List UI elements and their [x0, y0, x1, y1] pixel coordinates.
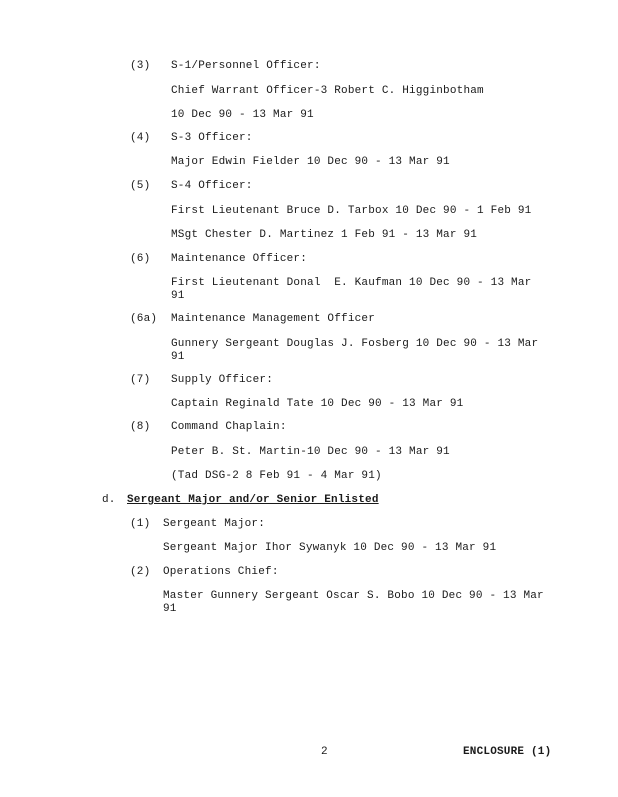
- item-entry: MSgt Chester D. Martinez 1 Feb 91 - 13 Mar 91: [171, 229, 478, 241]
- item-title: Operations Chief:: [163, 566, 279, 578]
- item-number: (7): [130, 374, 151, 386]
- item-number: (5): [130, 180, 151, 192]
- item-entry: Peter B. St. Martin-10 Dec 90 - 13 Mar 91: [171, 446, 450, 458]
- item-entry: Captain Reginald Tate 10 Dec 90 - 13 Mar 91: [171, 398, 464, 410]
- item-entry: Gunnery Sergeant Douglas J. Fosberg 10 Dec 90 - 13 Mar: [171, 338, 539, 350]
- item-number: (3): [130, 60, 151, 72]
- item-title: S-4 Officer:: [171, 180, 253, 192]
- item-entry: First Lieutenant Bruce D. Tarbox 10 Dec 90 - 1 Feb 91: [171, 205, 532, 217]
- item-number: (6): [130, 253, 151, 265]
- item-number: (1): [130, 518, 151, 530]
- item-number: (4): [130, 132, 151, 144]
- item-title: Supply Officer:: [171, 374, 274, 386]
- section-letter: d.: [102, 494, 116, 506]
- item-number: (6a): [130, 313, 158, 325]
- item-title: Sergeant Major:: [163, 518, 266, 530]
- item-entry: (Tad DSG-2 8 Feb 91 - 4 Mar 91): [171, 470, 382, 482]
- item-entry: 10 Dec 90 - 13 Mar 91: [171, 109, 314, 121]
- item-entry: Chief Warrant Officer-3 Robert C. Higginbotham: [171, 85, 484, 97]
- page-number: 2: [321, 746, 328, 758]
- section-heading: Sergeant Major and/or Senior Enlisted: [127, 494, 379, 506]
- item-number: (2): [130, 566, 151, 578]
- item-entry: 91: [171, 290, 185, 302]
- item-title: S-1/Personnel Officer:: [171, 60, 321, 72]
- item-entry: Sergeant Major Ihor Sywanyk 10 Dec 90 - 13 Mar 91: [163, 542, 497, 554]
- item-number: (8): [130, 421, 151, 433]
- item-title: Maintenance Management Officer: [171, 313, 376, 325]
- item-entry: First Lieutenant Donal E. Kaufman 10 Dec 90 - 13 Mar: [171, 277, 532, 289]
- item-title: Maintenance Officer:: [171, 253, 308, 265]
- item-title: Command Chaplain:: [171, 421, 287, 433]
- enclosure-label: ENCLOSURE (1): [463, 746, 552, 758]
- item-entry: Master Gunnery Sergeant Oscar S. Bobo 10 Dec 90 - 13 Mar: [163, 590, 544, 602]
- item-entry: 91: [171, 351, 185, 363]
- item-title: S-3 Officer:: [171, 132, 253, 144]
- item-entry: Major Edwin Fielder 10 Dec 90 - 13 Mar 91: [171, 156, 450, 168]
- item-entry: 91: [163, 603, 177, 615]
